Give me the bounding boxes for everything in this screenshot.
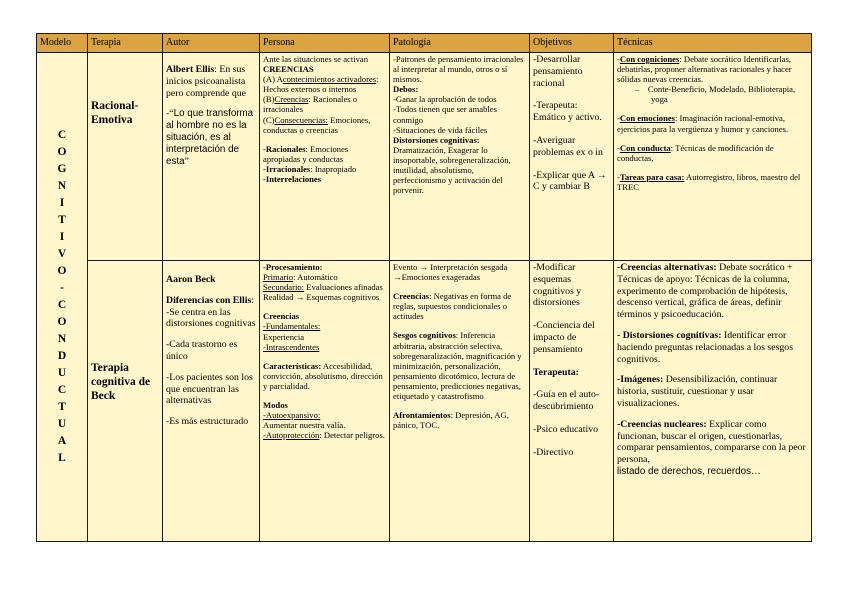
autor-ellis: Albert Ellis: En sus inicios psicoanalista pero comprende que -“Lo que transforma al hombre no es la situación, es al interpretación de esta”	[163, 53, 260, 261]
summary-table	[36, 33, 812, 542]
patologia-beck: Evento → Interpretación sesgada →Emociones exageradas Creencias: Negativas en forma de reglas, supuestos condicionales o actitudes Sesgos cognitivos: Inferencia arbitraria, abstracción selectiva, sobregenaralización, magnificación y minimización, personalización, pensamiento dicotómico, lectura de pensamiento, predicciones negativas, etiquetado y catastrofismo Afrontamientos: Depresión, AG, pánico, TOC.	[390, 261, 530, 542]
autor-name-ellis: Albert Ellis	[166, 64, 215, 75]
modelo-letter: C	[57, 299, 67, 311]
modelo-letter: C	[57, 129, 67, 141]
modelo-letter: T	[58, 401, 66, 413]
modelo-letter: O	[57, 316, 67, 328]
modelo-letter: A	[57, 435, 67, 447]
objetivos-beck: -Modificar esquemas cognitivos y distorsiones -Conciencia del impacto de pensamiento Terapeuta: -Guía en el auto-descubrimiento -Psico educativo -Directivo	[530, 261, 614, 542]
modelo-letter: U	[57, 418, 67, 430]
header-terapia: Terapia	[88, 34, 163, 53]
terapia-beck: Terapia cognitiva de Beck	[88, 261, 163, 542]
modelo-letter: -	[60, 282, 64, 294]
header-row	[37, 34, 812, 53]
modelo-letter: N	[57, 180, 67, 192]
modelo-letter: C	[57, 384, 67, 396]
terapia-ellis: Racional-Emotiva	[88, 53, 163, 261]
header-persona: Persona	[260, 34, 390, 53]
modelo-letter: L	[58, 452, 66, 464]
table-row-beck	[37, 261, 812, 542]
header-objetivos: Objetivos	[530, 34, 614, 53]
ellis-quote: Lo que transforma al hombre no es la situación, es al interpretación de esta	[166, 108, 254, 167]
modelo-letter: O	[57, 146, 67, 158]
modelo-cell	[37, 53, 88, 542]
persona-ellis: Ante las situaciones se activan CREENCIAS (A) Acontecimientos activadores: Hechos externos o internos (B)Creencias: Racionales o irracionales (C)Consecuencias: Emociones, conductas o creencias -Racionales: Emociones apropiadas y conductas -Irracionales: Inapropiado -Interrelaciones	[260, 53, 390, 261]
modelo-vertical-text	[40, 127, 84, 467]
modelo-letter: V	[57, 248, 67, 260]
modelo-letter: I	[59, 197, 65, 209]
header-patologia: Patología	[390, 34, 530, 53]
modelo-letter: D	[57, 350, 67, 362]
tecnicas-ellis: -Con cogniciones: Debate socrático Identificarlas, debatirlas, proponer alternativas racionales y hacer sólidas nuevas creencias. – Conte-Beneficio, Modelado, Biblioterapia, yoga -Con emociones: Imaginación racional-emotiva, ejercicios para la vergüenza y humor y canciones. -Con conducta: Técnicas de modificación de conductas, -Tareas para casa: Autorregistro, libros, maestro del TREC	[614, 53, 812, 261]
header-modelo: Modelo	[37, 34, 88, 53]
modelo-letter: O	[57, 265, 67, 277]
autor-beck: Aaron Beck Diferencias con Ellis: -Se centra en las distorsiones cognitivas -Cada trastorno es único -Los pacientes son los que encuentran las alternativas -Es más estructurado	[163, 261, 260, 542]
header-tecnicas: Técnicas	[614, 34, 812, 53]
modelo-letter: I	[59, 231, 65, 243]
header-autor: Autor	[163, 34, 260, 53]
modelo-letter: G	[57, 163, 67, 175]
objetivos-ellis: -Desarrollar pensamiento racional -Terapeuta: Emático y activo. -Averiguar problemas ex o in -Explicar que A → C y cambiar B	[530, 53, 614, 261]
modelo-letter: T	[58, 214, 66, 226]
patologia-ellis: -Patrones de pensamiento irracionales al interpretar al mundo, otros o sí mismos. Debos: -Ganar la aprobación de todos -Todos tienen que ser amables conmigo -Situaciones de vida fáciles Distorsiones cognitivas: Dramatización, Exagerar lo insoportable, sobregeneralización, inutilidad, absolutismo, perfeccionismo y activación del porvenir.	[390, 53, 530, 261]
modelo-letter: N	[57, 333, 67, 345]
table-row-ellis	[37, 53, 812, 261]
tecnicas-beck: -Creencias alternativas: Debate socrático + Técnicas de apoyo: Técnicas de la columna, experimento de comprobación de hipótesis, descenso vertical, gráfica de áreas, definir términos y psicoeducación. - Distorsiones cognitivas: Identificar error haciendo preguntas relacionadas a los sesgos cognitivos. -Imágenes: Desensibilización, continuar historia, sustituir, cuestionar y usar visualizaciones. -Creencias nucleares: Explicar como funcionan, buscar el origen, cuestionarlas, comparar pensamientos, compararse con la peor persona, listado de derechos, recuerdos…	[614, 261, 812, 542]
persona-beck: -Procesamiento: Primario: Automático Secundario: Evaluaciones afinadas Realidad → Esquemas cognitivos Creencias -Fundamentales: Experiencia -Intrascendentes Características: Accesibilidad, convicción, absolutismo, dirección y parcialidad. Modos -Autoexpansivo: Aumentar nuestra valía. -Autoprotección: Detectar peligros.	[260, 261, 390, 542]
modelo-letter: U	[57, 367, 67, 379]
